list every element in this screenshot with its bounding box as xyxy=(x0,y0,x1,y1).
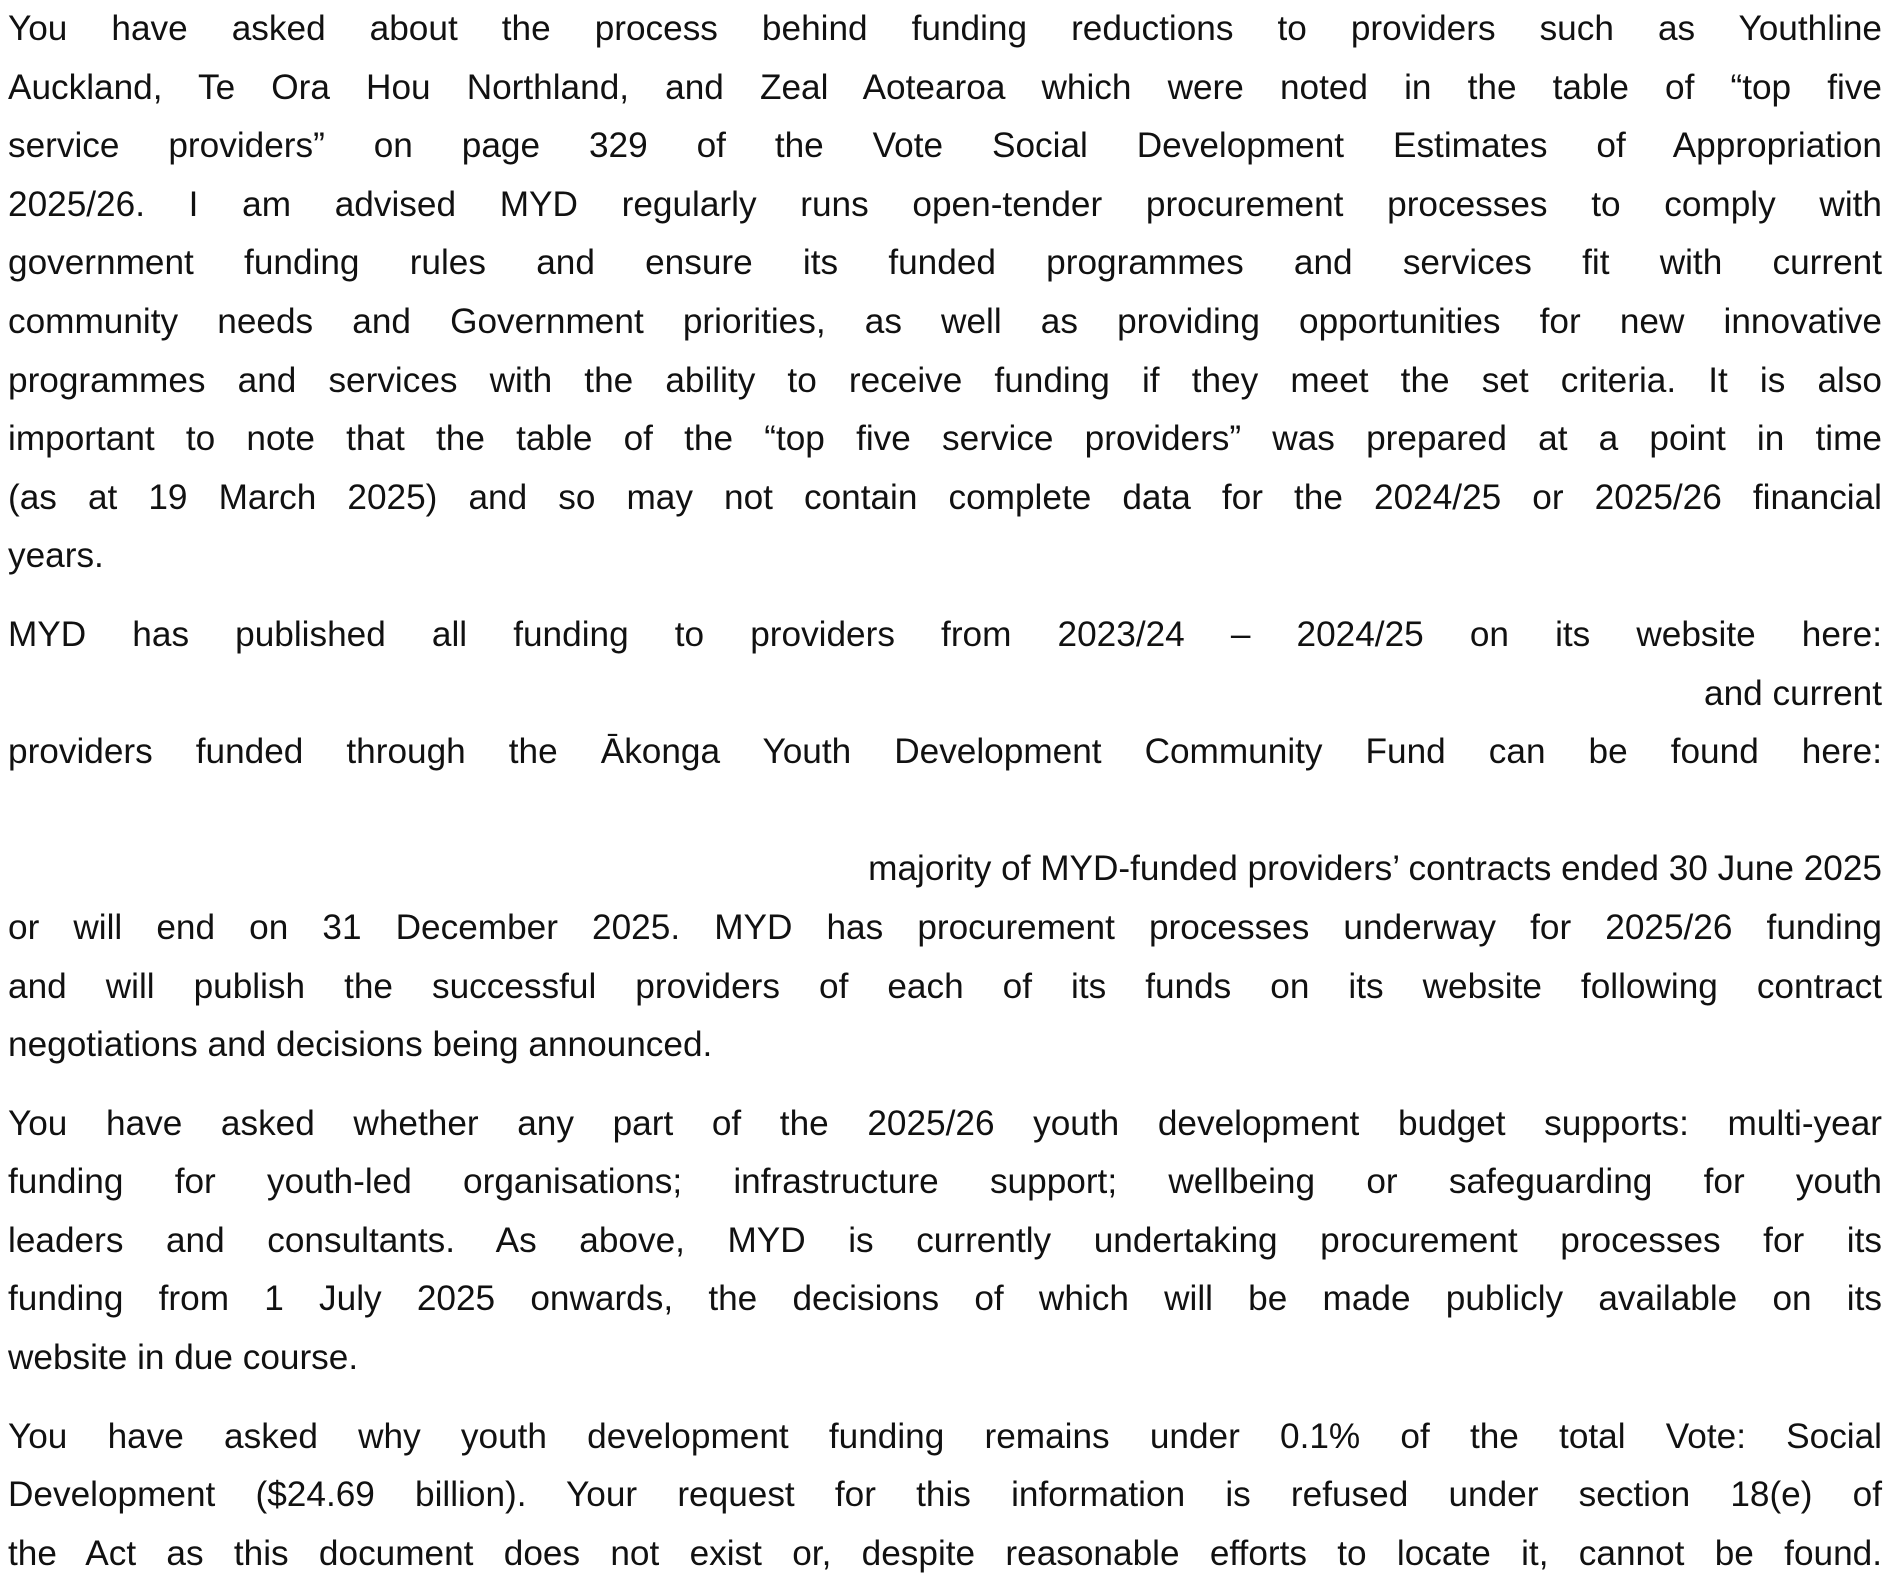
paragraph-budget-support xyxy=(8,1095,1882,1388)
text-line: service providers” on page 329 of the Vote Social Development Estimates of Appropriation xyxy=(8,126,1882,166)
text-line: the Act as this document does not exist or, despite reasonable efforts to locate it, cannot be found. xyxy=(8,1533,1882,1573)
text-line: years. xyxy=(8,536,104,576)
paragraph-funding-reductions xyxy=(8,0,1882,586)
text-line: You have asked whether any part of the 2025/26 youth development budget supports: multi-year xyxy=(8,1103,1882,1143)
text-line: funding from 1 July 2025 onwards, the decisions of which will be made publicly available on its xyxy=(8,1279,1882,1319)
redacted-line xyxy=(8,782,1882,841)
text-line: MYD has published all funding to providers from 2023/24 – 2024/25 on its website here: xyxy=(8,614,1882,654)
text-line: government funding rules and ensure its funded programmes and services fit with current xyxy=(8,243,1882,283)
text-line: important to note that the table of the “top five service providers” was prepared at a point in time xyxy=(8,419,1882,459)
text-line: 2025/26. I am advised MYD regularly runs open-tender procurement processes to comply with xyxy=(8,184,1882,224)
text-line: You have asked why youth development funding remains under 0.1% of the total Vote: Social xyxy=(8,1416,1882,1456)
text-line: and current xyxy=(1704,673,1882,713)
text-line: leaders and consultants. As above, MYD is currently undertaking procurement processes for its xyxy=(8,1220,1882,1260)
text-line: providers funded through the Ākonga Youth Development Community Fund can be found here: xyxy=(8,732,1882,772)
text-line: You have asked about the process behind funding reductions to providers such as Youthline xyxy=(8,9,1882,48)
text-line: Auckland, Te Ora Hou Northland, and Zeal Aotearoa which were noted in the table of “top five xyxy=(8,67,1882,107)
text-line: community needs and Government priorities, as well as providing opportunities for new innovative xyxy=(8,301,1882,341)
text-line: (as at 19 March 2025) and so may not contain complete data for the 2024/25 or 2025/26 financial xyxy=(8,477,1882,517)
text-line: majority of MYD-funded providers’ contracts ended 30 June 2025 xyxy=(868,849,1882,889)
paragraph-published-funding xyxy=(8,606,1882,1075)
text-line: negotiations and decisions being announced. xyxy=(8,1025,713,1065)
text-line: Development ($24.69 billion). Your request for this information is refused under section 18(e) of xyxy=(8,1475,1882,1515)
text-line: or will end on 31 December 2025. MYD has procurement processes underway for 2025/26 funding xyxy=(8,907,1882,947)
paragraph-refusal xyxy=(8,1408,1882,1583)
text-line: programmes and services with the ability to receive funding if they meet the set criteria. It is also xyxy=(8,360,1882,400)
letter-body xyxy=(8,0,1882,1583)
text-line: and will publish the successful providers of each of its funds on its website following contract xyxy=(8,966,1882,1006)
text-line: website in due course. xyxy=(8,1338,359,1378)
text-line: funding for youth-led organisations; infrastructure support; wellbeing or safeguarding for youth xyxy=(8,1162,1882,1202)
